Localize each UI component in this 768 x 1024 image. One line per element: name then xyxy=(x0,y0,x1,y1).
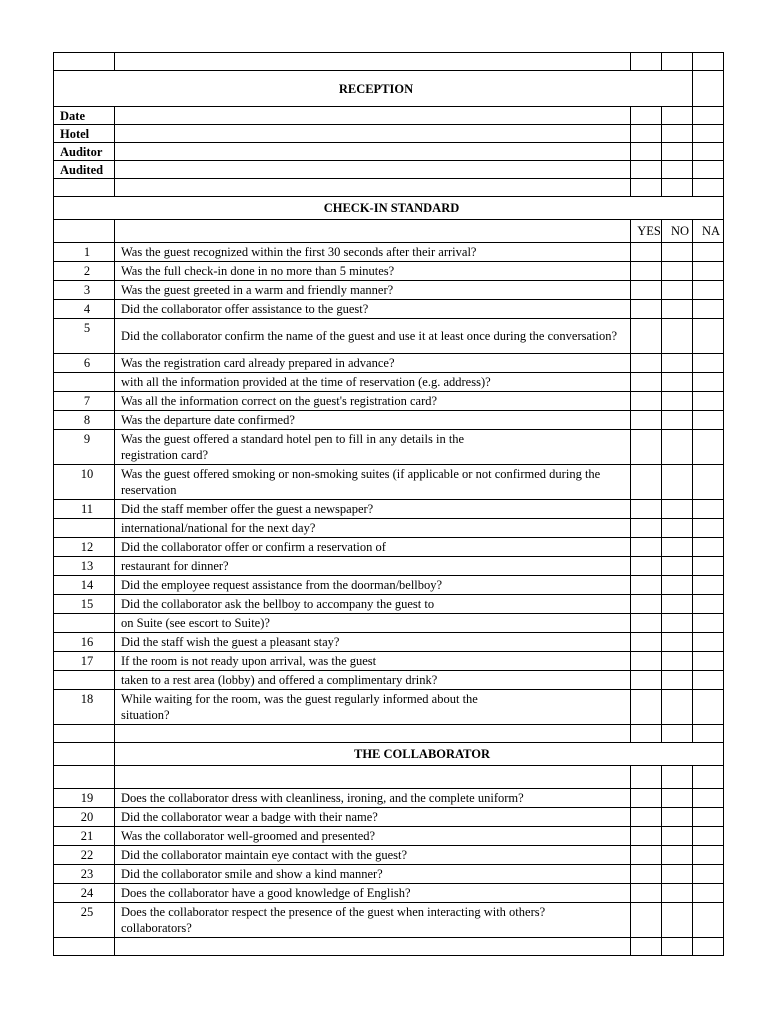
no-cell[interactable] xyxy=(662,808,693,827)
yes-column-header: YES xyxy=(631,220,662,243)
question-number: 25 xyxy=(54,903,115,938)
na-cell[interactable] xyxy=(693,281,724,300)
column-header-row xyxy=(54,220,724,243)
yes-cell[interactable] xyxy=(631,430,662,465)
yes-cell[interactable] xyxy=(631,392,662,411)
question-number: 1 xyxy=(54,243,115,262)
na-cell[interactable] xyxy=(693,262,724,281)
na-cell[interactable] xyxy=(693,500,724,519)
yes-cell[interactable] xyxy=(631,300,662,319)
question-text: Was the departure date confirmed? xyxy=(115,411,631,430)
question-text: with all the information provided at the time of reservation (e.g. address)? xyxy=(115,373,631,392)
question-text: taken to a rest area (lobby) and offered a complimentary drink? xyxy=(115,671,631,690)
question-text: Was the registration card already prepared in advance? xyxy=(115,354,631,373)
question-text: Did the collaborator ask the bellboy to accompany the guest to xyxy=(115,595,631,614)
question-row xyxy=(54,595,724,614)
question-row xyxy=(54,411,724,430)
blank-row xyxy=(54,179,724,197)
question-number: 18 xyxy=(54,690,115,725)
question-text: Did the collaborator smile and show a kind manner? xyxy=(115,865,631,884)
question-text: on Suite (see escort to Suite)? xyxy=(115,614,631,633)
na-cell[interactable] xyxy=(693,903,724,938)
no-cell[interactable] xyxy=(662,690,693,725)
question-row xyxy=(54,392,724,411)
yes-cell[interactable] xyxy=(631,354,662,373)
na-cell[interactable] xyxy=(693,243,724,262)
question-row xyxy=(54,430,724,465)
no-cell[interactable] xyxy=(662,262,693,281)
question-number: 23 xyxy=(54,865,115,884)
yes-cell[interactable] xyxy=(631,557,662,576)
yes-cell[interactable] xyxy=(631,614,662,633)
question-row xyxy=(54,243,724,262)
no-cell[interactable] xyxy=(662,430,693,465)
question-number: 24 xyxy=(54,884,115,903)
checkin-header-row xyxy=(54,197,724,220)
no-cell[interactable] xyxy=(662,846,693,865)
question-text: Did the collaborator wear a badge with their name? xyxy=(115,808,631,827)
question-text: If the room is not ready upon arrival, was the guest xyxy=(115,652,631,671)
question-text: Was the guest recognized within the first 30 seconds after their arrival? xyxy=(115,243,631,262)
na-cell[interactable] xyxy=(693,884,724,903)
question-number: 4 xyxy=(54,300,115,319)
blank-row xyxy=(54,725,724,743)
no-cell[interactable] xyxy=(662,576,693,595)
no-cell[interactable] xyxy=(662,789,693,808)
question-number: 16 xyxy=(54,633,115,652)
yes-cell[interactable] xyxy=(631,576,662,595)
na-cell[interactable] xyxy=(693,614,724,633)
na-cell[interactable] xyxy=(693,465,724,500)
question-row xyxy=(54,262,724,281)
question-number: 22 xyxy=(54,846,115,865)
no-cell[interactable] xyxy=(662,411,693,430)
audited-row xyxy=(54,161,724,179)
question-number: 19 xyxy=(54,789,115,808)
question-number: 7 xyxy=(54,392,115,411)
yes-cell[interactable] xyxy=(631,789,662,808)
question-text: Did the collaborator offer assistance to the guest? xyxy=(115,300,631,319)
question-number: 13 xyxy=(54,557,115,576)
na-cell[interactable] xyxy=(693,576,724,595)
question-row xyxy=(54,500,724,519)
question-row xyxy=(54,465,724,500)
section-title-reception: RECEPTION xyxy=(54,71,693,107)
no-cell[interactable] xyxy=(662,373,693,392)
no-cell[interactable] xyxy=(662,500,693,519)
question-number: 20 xyxy=(54,808,115,827)
question-row xyxy=(54,614,724,633)
question-number: 11 xyxy=(54,500,115,519)
question-row xyxy=(54,865,724,884)
question-text: Did the collaborator maintain eye contact with the guest? xyxy=(115,846,631,865)
yes-cell[interactable] xyxy=(631,373,662,392)
blank-row xyxy=(54,766,724,789)
no-cell[interactable] xyxy=(662,519,693,538)
yes-cell[interactable] xyxy=(631,519,662,538)
yes-cell[interactable] xyxy=(631,903,662,938)
question-row xyxy=(54,633,724,652)
yes-cell[interactable] xyxy=(631,671,662,690)
question-number: 2 xyxy=(54,262,115,281)
question-text: Does the collaborator have a good knowledge of English? xyxy=(115,884,631,903)
question-row xyxy=(54,789,724,808)
question-text: While waiting for the room, was the guest regularly informed about the situation? xyxy=(115,690,631,725)
na-cell[interactable] xyxy=(693,633,724,652)
section-title-checkin: CHECK-IN STANDARD xyxy=(54,197,724,220)
no-cell[interactable] xyxy=(662,538,693,557)
yes-cell[interactable] xyxy=(631,808,662,827)
na-cell[interactable] xyxy=(693,671,724,690)
auditor-row xyxy=(54,143,724,161)
question-text: Did the employee request assistance from the doorman/bellboy? xyxy=(115,576,631,595)
question-number: 17 xyxy=(54,652,115,671)
na-cell[interactable] xyxy=(693,538,724,557)
question-number xyxy=(54,373,115,392)
question-number xyxy=(54,614,115,633)
na-cell[interactable] xyxy=(693,411,724,430)
yes-cell[interactable] xyxy=(631,846,662,865)
no-cell[interactable] xyxy=(662,652,693,671)
na-cell[interactable] xyxy=(693,430,724,465)
yes-cell[interactable] xyxy=(631,538,662,557)
blank-row xyxy=(54,938,724,956)
question-row xyxy=(54,557,724,576)
hotel-row xyxy=(54,125,724,143)
yes-cell[interactable] xyxy=(631,633,662,652)
question-text: international/national for the next day? xyxy=(115,519,631,538)
question-number xyxy=(54,519,115,538)
question-text: Was the guest offered a standard hotel pen to fill in any details in the registration card? xyxy=(115,430,631,465)
na-cell[interactable] xyxy=(693,652,724,671)
na-cell[interactable] xyxy=(693,373,724,392)
question-text: Was the collaborator well-groomed and presented? xyxy=(115,827,631,846)
yes-cell[interactable] xyxy=(631,411,662,430)
reception-header-row xyxy=(54,71,724,107)
na-cell[interactable] xyxy=(693,354,724,373)
question-text: Does the collaborator respect the presence of the guest when interacting with others? collaborators? xyxy=(115,903,631,938)
na-cell[interactable] xyxy=(693,595,724,614)
yes-cell[interactable] xyxy=(631,884,662,903)
question-number: 21 xyxy=(54,827,115,846)
date-row xyxy=(54,107,724,125)
question-number: 8 xyxy=(54,411,115,430)
question-number: 15 xyxy=(54,595,115,614)
no-cell[interactable] xyxy=(662,827,693,846)
hotel-field[interactable] xyxy=(115,125,631,143)
na-cell[interactable] xyxy=(693,865,724,884)
yes-cell[interactable] xyxy=(631,262,662,281)
no-cell[interactable] xyxy=(662,354,693,373)
yes-cell[interactable] xyxy=(631,465,662,500)
na-cell[interactable] xyxy=(693,846,724,865)
question-row xyxy=(54,300,724,319)
yes-cell[interactable] xyxy=(631,500,662,519)
auditor-field[interactable] xyxy=(115,143,631,161)
question-number: 5 xyxy=(54,319,115,354)
no-column-header: NO xyxy=(662,220,693,243)
question-number: 3 xyxy=(54,281,115,300)
audited-label: Audited xyxy=(54,161,115,179)
yes-cell[interactable] xyxy=(631,319,662,354)
question-text: Does the collaborator dress with cleanliness, ironing, and the complete uniform? xyxy=(115,789,631,808)
question-number: 10 xyxy=(54,465,115,500)
question-text: restaurant for dinner? xyxy=(115,557,631,576)
no-cell[interactable] xyxy=(662,392,693,411)
question-row xyxy=(54,354,724,373)
no-cell[interactable] xyxy=(662,300,693,319)
no-cell[interactable] xyxy=(662,243,693,262)
yes-cell[interactable] xyxy=(631,865,662,884)
question-row xyxy=(54,319,724,354)
question-text: Did the staff wish the guest a pleasant stay? xyxy=(115,633,631,652)
question-row xyxy=(54,884,724,903)
auditor-label: Auditor xyxy=(54,143,115,161)
na-cell[interactable] xyxy=(693,827,724,846)
blank-row xyxy=(54,53,724,71)
na-cell[interactable] xyxy=(693,519,724,538)
yes-cell[interactable] xyxy=(631,652,662,671)
no-cell[interactable] xyxy=(662,281,693,300)
question-row xyxy=(54,652,724,671)
no-cell[interactable] xyxy=(662,671,693,690)
no-cell[interactable] xyxy=(662,614,693,633)
yes-cell[interactable] xyxy=(631,243,662,262)
question-number: 14 xyxy=(54,576,115,595)
hotel-label: Hotel xyxy=(54,125,115,143)
question-text: Did the collaborator confirm the name of the guest and use it at least once during the conversation? xyxy=(115,319,631,354)
question-row xyxy=(54,827,724,846)
question-row xyxy=(54,576,724,595)
no-cell[interactable] xyxy=(662,465,693,500)
question-text: Was the full check-in done in no more than 5 minutes? xyxy=(115,262,631,281)
yes-cell[interactable] xyxy=(631,281,662,300)
question-row xyxy=(54,903,724,938)
na-cell[interactable] xyxy=(693,789,724,808)
question-text: Was the guest offered smoking or non-smoking suites (if applicable or not confirmed during the reservation xyxy=(115,465,631,500)
audit-form-table xyxy=(53,52,724,956)
question-row xyxy=(54,846,724,865)
yes-cell[interactable] xyxy=(631,690,662,725)
na-cell[interactable] xyxy=(693,808,724,827)
no-cell[interactable] xyxy=(662,903,693,938)
date-field[interactable] xyxy=(115,107,631,125)
question-number: 6 xyxy=(54,354,115,373)
date-label: Date xyxy=(54,107,115,125)
section-title-collaborator: THE COLLABORATOR xyxy=(115,743,724,766)
question-row xyxy=(54,808,724,827)
question-row xyxy=(54,671,724,690)
yes-cell[interactable] xyxy=(631,595,662,614)
question-text: Was all the information correct on the guest's registration card? xyxy=(115,392,631,411)
question-row xyxy=(54,690,724,725)
question-number: 9 xyxy=(54,430,115,465)
na-cell[interactable] xyxy=(693,319,724,354)
question-number: 12 xyxy=(54,538,115,557)
na-cell[interactable] xyxy=(693,690,724,725)
na-cell[interactable] xyxy=(693,392,724,411)
question-text: Did the collaborator offer or confirm a reservation of xyxy=(115,538,631,557)
no-cell[interactable] xyxy=(662,884,693,903)
no-cell[interactable] xyxy=(662,633,693,652)
audited-field[interactable] xyxy=(115,161,631,179)
na-cell[interactable] xyxy=(693,557,724,576)
no-cell[interactable] xyxy=(662,865,693,884)
question-text: Did the staff member offer the guest a newspaper? xyxy=(115,500,631,519)
question-row xyxy=(54,373,724,392)
na-cell[interactable] xyxy=(693,300,724,319)
question-row xyxy=(54,281,724,300)
no-cell[interactable] xyxy=(662,595,693,614)
question-row xyxy=(54,519,724,538)
na-column-header: NA xyxy=(693,220,724,243)
question-row xyxy=(54,538,724,557)
question-number xyxy=(54,671,115,690)
no-cell[interactable] xyxy=(662,319,693,354)
question-text: Was the guest greeted in a warm and friendly manner? xyxy=(115,281,631,300)
collaborator-header-row xyxy=(54,743,724,766)
yes-cell[interactable] xyxy=(631,827,662,846)
no-cell[interactable] xyxy=(662,557,693,576)
